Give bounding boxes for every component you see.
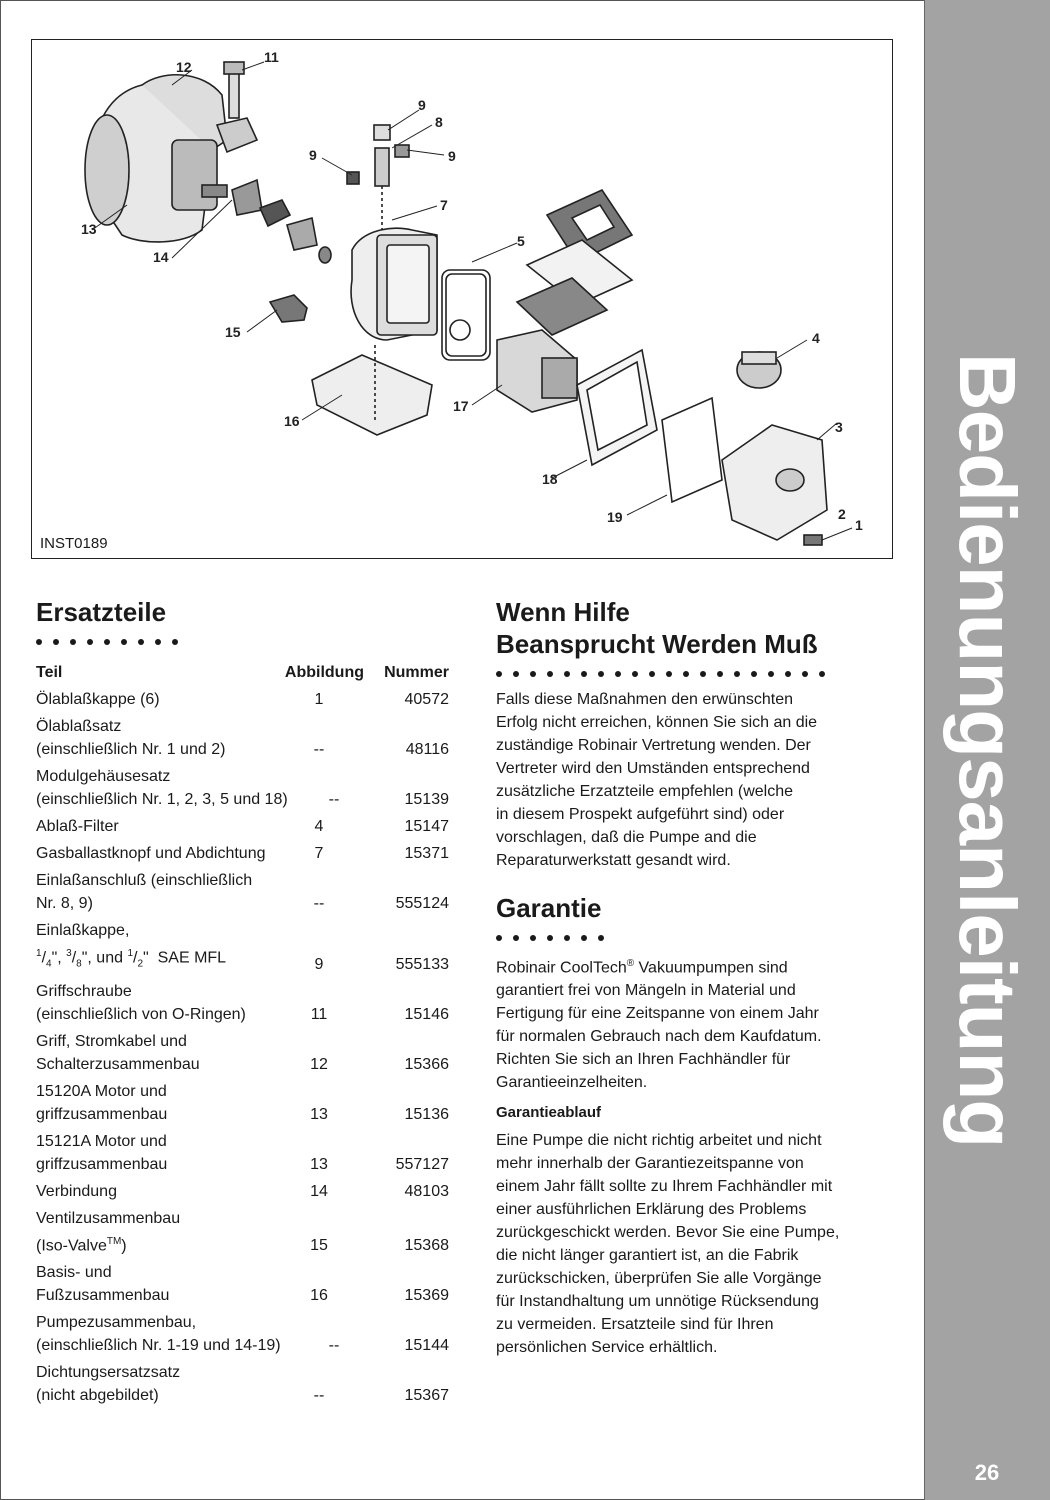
- sidebar-title: Bedienungsanleitung: [943, 352, 1032, 1148]
- base-foot: [312, 355, 432, 435]
- housing-gasket: [662, 398, 722, 502]
- figure-label-7: 7: [440, 197, 448, 213]
- table-row: Verbindung 14 48103: [36, 1182, 449, 1200]
- table-row: Dichtungsersatzsatz (nicht abgebildet) -- 15367: [36, 1363, 449, 1404]
- figure-label-3: 3: [835, 419, 843, 435]
- heading-dots: [496, 928, 896, 938]
- warranty-paragraph: Robinair CoolTech® Vakuumpumpen sind garantiert frei von Mängeln in Material und Fertigung für eine Zeitspanne von einem Jahr für normalen Gebrauch nach dem Kaufdatum. Richten Sie sich an Ihren Fachhändler für Garantieeinzelheiten.: [496, 958, 822, 1092]
- help-paragraph: Falls diese Maßnahmen den erwünschten Erfolg nicht erreichen, können Sie sich an die zuständige Robinair Vertretung wenden. Der Vertreter wird den Umständen entsprechend zusätzliche Erzatzteile empfehlen (welche in diesem Prospekt aufgeführt sind) oder vorschlagen, daß die Pumpe and die Reparaturwerkstatt gesandt wird.: [496, 691, 818, 869]
- table-row: Ölablaßkappe (6) 1 40572: [36, 691, 449, 708]
- inlet-cap-right: [395, 145, 409, 157]
- handle-bracket: [217, 118, 257, 152]
- drain-cap: [804, 535, 822, 545]
- coupling-2: [287, 218, 317, 250]
- figure-label-11: 11: [264, 49, 279, 65]
- figure-label-16: 16: [284, 413, 300, 429]
- figure-label-14: 14: [153, 249, 169, 265]
- heading-dots: [496, 664, 896, 674]
- table-row: Einlaßanschluß (einschließlich Nr. 8, 9) -- 555124: [36, 872, 449, 912]
- figure-label-13: 13: [81, 221, 97, 237]
- motor-flange: [172, 140, 217, 210]
- spider: [260, 200, 290, 226]
- warranty-procedure-paragraph: Eine Pumpe die nicht richtig arbeitet und nicht mehr innerhalb der Garantiezeitspanne von einem Jahr fällt sollte zu Ihrem Fachhändler mit einer ausführlichen Erklärung des Problems zurückgeschickt werden. Bevor Sie eine Pumpe, die nicht länger garantiert ist, an die Fabrik zurückschicken, überprüfen Sie alle Vorgänge für Instandhaltung um unnötige Rücksendung zu vermeiden. Ersatzteile sind für Ihren persönlichen Service erhältlich.: [496, 1132, 840, 1357]
- figure-label-17: 17: [453, 398, 469, 414]
- table-row: Modulgehäusesatz (einschließlich Nr. 1, 2, 3, 5 und 18) -- 15139: [36, 768, 449, 808]
- figure-label-18: 18: [542, 471, 558, 487]
- warranty-heading: Garantie: [496, 893, 602, 923]
- figure-label-1: 1: [855, 517, 863, 533]
- help-heading: Wenn Hilfe Beansprucht Werden Muß: [496, 597, 818, 659]
- pump-plate-inner: [387, 245, 429, 323]
- figure-code: INST0189: [40, 535, 108, 552]
- figure-label-15: 15: [225, 324, 241, 340]
- parts-table-header: [36, 656, 449, 682]
- table-row: Ventilzusammenbau (Iso-Valve™) 15 15368: [36, 1209, 449, 1254]
- table-row: Basis- und Fußzusammenbau 16 15369: [36, 1263, 449, 1304]
- warranty-procedure-heading: Garantieablauf: [496, 1104, 602, 1122]
- washer: [319, 247, 331, 263]
- inlet-cap-left: [347, 172, 359, 184]
- table-row: Pumpezusammenbau, (einschließlich Nr. 1-19 und 14-19) -- 15144: [36, 1313, 449, 1354]
- sight-glass: [776, 469, 804, 491]
- table-row: 15120A Motor und griffzusammenbau 13 15136: [36, 1082, 449, 1123]
- handle-screw: [229, 70, 239, 118]
- table-row: Einlaßkappe, $^1/_4$", $^3/_8$", und $^1/_2$" SAE MFL 9 555133: [36, 922, 449, 973]
- handle-screw-head: [224, 62, 244, 74]
- figure-label-8: 8: [435, 114, 443, 130]
- pump-exploded-drawing: [32, 40, 892, 558]
- parts-table-body: [36, 688, 449, 1407]
- figure-label-12: 12: [176, 59, 192, 75]
- figure-label-9b: 9: [309, 147, 317, 163]
- figure-label-9c: 9: [448, 148, 456, 164]
- figure-label-5: 5: [517, 233, 525, 249]
- iso-valve: [270, 295, 307, 322]
- parts-heading: Ersatzteile: [36, 597, 167, 627]
- table-row: Ablaß-Filter 4 15147: [36, 818, 449, 835]
- table-row: Griff, Stromkabel und Schalterzusammenbau 12 15366: [36, 1032, 449, 1073]
- table-row: Ölablaßsatz (einschließlich Nr. 1 und 2) -- 48116: [36, 718, 449, 758]
- exploded-view-figure: [31, 39, 893, 559]
- page-number: 26: [974, 1460, 1000, 1485]
- motor-shaft: [202, 185, 227, 197]
- oil-reservoir: [722, 425, 827, 540]
- figure-label-19: 19: [607, 509, 623, 525]
- table-row: Griffschraube (einschließlich von O-Ringen) 11 15146: [36, 982, 449, 1023]
- coupling: [232, 180, 262, 215]
- table-row: 15121A Motor und griffzusammenbau 13 557127: [36, 1132, 449, 1173]
- heading-dots: [36, 632, 449, 642]
- col-header-number: Nummer: [384, 664, 449, 681]
- figure-label-4: 4: [812, 330, 820, 346]
- figure-label-9a: 9: [418, 97, 426, 113]
- inlet-cap-top: [374, 125, 390, 140]
- col-header-part: Teil: [36, 664, 63, 681]
- inlet-fitting: [375, 148, 389, 186]
- col-header-figure: Abbildung: [284, 664, 364, 681]
- help-section: [496, 596, 896, 1359]
- figure-label-2: 2: [838, 506, 846, 522]
- gasket: [442, 270, 490, 360]
- table-row: Gasballastknopf und Abdichtung 7 15371: [36, 845, 449, 862]
- parts-section: [36, 596, 449, 1407]
